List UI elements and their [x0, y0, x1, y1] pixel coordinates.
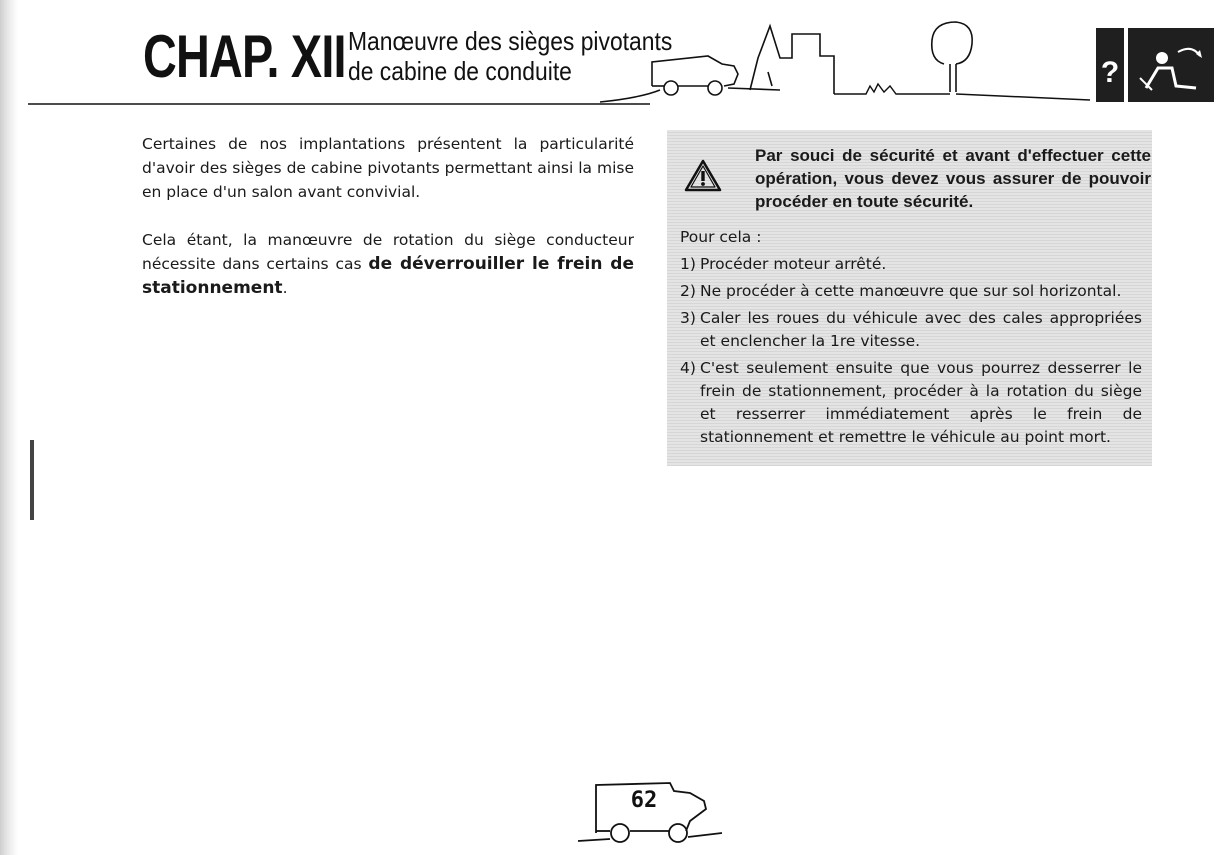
tree-outline-icon [932, 22, 972, 92]
safety-step-number: 2) [680, 282, 696, 300]
header-rule-curve [600, 90, 660, 102]
safety-step-text: Ne procéder à cette manœuvre que sur sol horizontal. [700, 282, 1122, 300]
safety-step-text: C'est seulement ensuite que vous pourrez desserrer le frein de stationnement, procéder à la rotation du siège et resserrer immédiatement après le frein de stationnement et remettre le véhicule au point mort. [700, 359, 1142, 446]
help-seat-icon [1096, 28, 1214, 102]
safety-warning-box [667, 130, 1152, 466]
intro-paragraph-2 [142, 228, 634, 300]
chapter-title: CHAP. XII [143, 23, 346, 90]
safety-steps-list [680, 253, 1142, 449]
warning-body [680, 226, 1142, 453]
house-outline-icon [750, 26, 834, 94]
header-illustration [0, 0, 1226, 120]
section-title-line1: Manœuvre des sièges pivotants [348, 26, 673, 56]
section-title-line2: de cabine de conduite [348, 56, 572, 86]
safety-step-number: 4) [680, 359, 696, 377]
intro-paragraph-2-start: Cela étant, la manœuvre de rotation du siège conducteur nécessite dans certains cas [142, 231, 634, 273]
warning-heading: Par souci de sécurité et avant d'effectuer cette opération, vous devez vous assurer de pouvoir procéder en toute sécurité. [755, 146, 1151, 211]
binding-mark [30, 440, 34, 520]
warning-intro: Pour cela : [680, 228, 762, 246]
safety-step [680, 253, 1142, 276]
intro-paragraph-1: Certaines de nos implantations présentent la particularité d'avoir des sièges de cabine pivotants permettant ainsi la mise en place d'un salon avant convivial. [142, 135, 634, 201]
intro-paragraph-2-end: . [282, 279, 288, 297]
safety-step-text: Caler les roues du véhicule avec des cales appropriées et enclencher la 1re vitesse. [700, 309, 1142, 350]
help-question-mark: ? [1100, 56, 1120, 89]
page-binding-edge [0, 0, 18, 855]
page-number: 62 [630, 788, 658, 813]
header-rule-right [956, 94, 1090, 100]
safety-step-text: Procéder moteur arrêté. [700, 255, 887, 273]
safety-step [680, 307, 1142, 353]
safety-step [680, 357, 1142, 449]
vehicle-outline-icon [652, 56, 780, 95]
warning-triangle-icon [683, 158, 723, 194]
intro-text [142, 132, 634, 324]
safety-step [680, 280, 1142, 303]
grass-line [834, 84, 950, 94]
intro-paragraph-2-bold: de déverrouiller le frein de stationnement [142, 254, 634, 298]
safety-step-number: 1) [680, 255, 696, 273]
safety-step-number: 3) [680, 309, 696, 327]
